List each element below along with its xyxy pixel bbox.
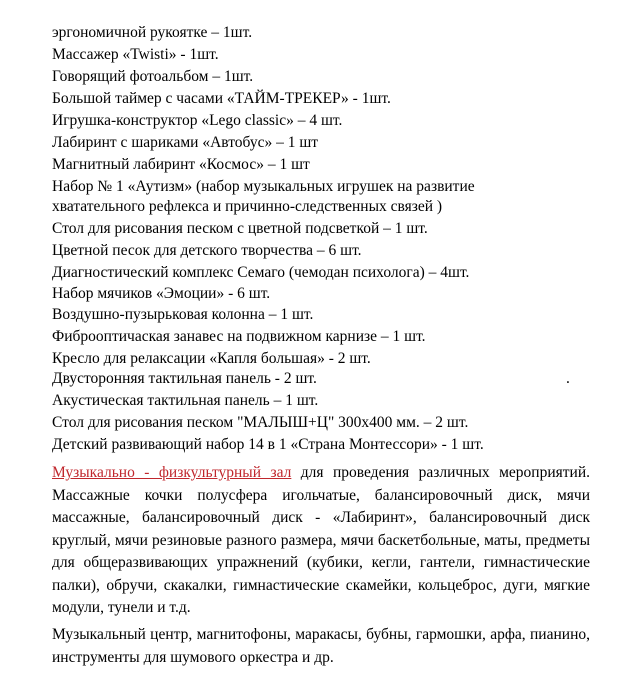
list-item: Кресло для релаксации «Капля большая» - 2 шт. — [52, 350, 371, 367]
sport-hall-text: для проведения различных мероприятий. Массажные кочки полусфера игольчатые, балансировочный диск, мячи массажные, балансировочный диск - «Лабиринт», балансировочный диск круглый, мячи резиновые разного размера, мячи баскетбольные, маты, предметы для общеразвивающих упражнений (кубики, кегли, гантели, гимнастические палки), обручи, скакалки, гимнастические скамейки, кольцеброс, дуги, мягкие модули, тунели и т.д. — [52, 464, 590, 616]
list-item: Набор № 1 «Аутизм» (набор музыкальных игрушек на развитие — [52, 178, 475, 195]
list-item: Двусторонняя тактильная панель - 2 шт. — [52, 370, 317, 387]
list-item: Цветной песок для детского творчества – 6 шт. — [52, 242, 362, 259]
list-item: Стол для рисования песком "МАЛЫШ+Ц" 300х400 мм. – 2 шт. — [52, 414, 469, 431]
list-item: Набор мячиков «Эмоции» - 6 шт. — [52, 285, 271, 302]
list-item: Большой таймер с часами «ТАЙМ-ТРЕКЕР» - 1шт. — [52, 90, 391, 107]
list-item: Магнитный лабиринт «Космос» – 1 шт — [52, 156, 310, 173]
sport-hall-paragraph — [52, 462, 590, 620]
list-item: Детский развивающий набор 14 в 1 «Страна Монтессори» - 1 шт. — [52, 436, 484, 453]
list-item: Лабиринт с шариками «Автобус» – 1 шт — [52, 134, 319, 151]
list-item: Массажер «Twisti» - 1шт. — [52, 46, 219, 63]
list-item: Акустическая тактильная панель – 1 шт. — [52, 392, 319, 409]
list-item: Стол для рисования песком с цветной подсветкой – 1 шт. — [52, 220, 428, 237]
list-item: Игрушка-конструктор «Lego classic» – 4 шт. — [52, 112, 343, 129]
list-item: хватательного рефлекса и причинно-следственных связей ) — [52, 198, 443, 215]
stray-dot: . — [566, 370, 570, 387]
list-item: Воздушно-пузырьковая колонна – 1 шт. — [52, 306, 314, 323]
list-item: эргономичной рукоятке – 1шт. — [52, 24, 253, 41]
music-paragraph: Музыкальный центр, магнитофоны, маракасы, бубны, гармошки, арфа, пианино, инструменты для шумового оркестра и др. — [52, 626, 590, 666]
list-item: Говорящий фотоальбом – 1шт. — [52, 68, 254, 85]
list-item: Диагностический комплекс Семаго (чемодан психолога) – 4шт. — [52, 264, 470, 281]
sport-hall-heading[interactable]: Музыкально - физкультурный зал — [52, 464, 292, 481]
list-item: Фиброоптичаская занавес на подвижном карнизе – 1 шт. — [52, 328, 426, 345]
